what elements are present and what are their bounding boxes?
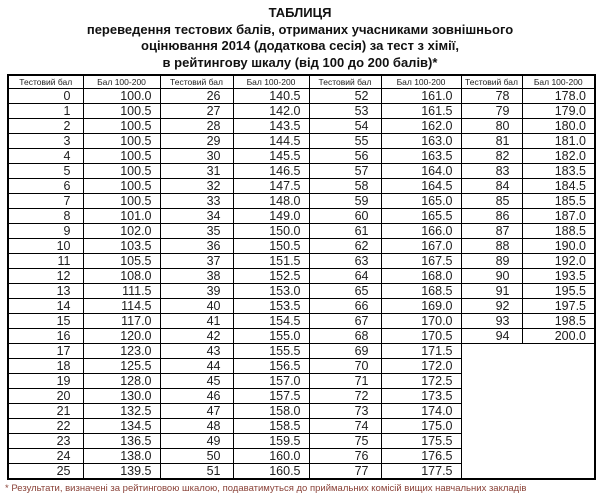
rating-score-cell: 117.0: [83, 314, 160, 329]
rating-score-cell: 165.5: [381, 209, 461, 224]
rating-score-cell: 144.5: [233, 134, 309, 149]
test-score-cell: 55: [309, 134, 381, 149]
rating-score-cell: 167.0: [381, 239, 461, 254]
test-score-cell: 46: [160, 389, 233, 404]
test-score-cell: 53: [309, 104, 381, 119]
test-score-cell: 87: [461, 224, 522, 239]
table-row: [8, 329, 595, 344]
rating-score-cell: 111.5: [83, 284, 160, 299]
col-header-test-score: Тестовий бал: [8, 75, 83, 89]
test-score-cell: 76: [309, 449, 381, 464]
test-score-cell: 94: [461, 329, 522, 344]
rating-score-cell: 147.5: [233, 179, 309, 194]
test-score-cell: 49: [160, 434, 233, 449]
test-score-cell: 2: [8, 119, 83, 134]
title-line-1: ТАБЛИЦЯ: [268, 5, 332, 20]
rating-score-cell: 138.0: [83, 449, 160, 464]
table-row: [8, 89, 595, 104]
test-score-cell: 63: [309, 254, 381, 269]
table-row: [8, 164, 595, 179]
rating-score-cell: 183.5: [522, 164, 595, 179]
test-score-cell: 71: [309, 374, 381, 389]
rating-score-cell: 163.0: [381, 134, 461, 149]
test-score-cell: 8: [8, 209, 83, 224]
rating-score-cell: 177.5: [381, 464, 461, 480]
test-score-cell: 43: [160, 344, 233, 359]
test-score-cell: 89: [461, 254, 522, 269]
test-score-cell: 13: [8, 284, 83, 299]
rating-score-cell: 150.5: [233, 239, 309, 254]
rating-score-cell: 172.5: [381, 374, 461, 389]
table-row: [8, 104, 595, 119]
rating-score-cell: 187.0: [522, 209, 595, 224]
test-score-cell: 59: [309, 194, 381, 209]
rating-score-cell: 185.5: [522, 194, 595, 209]
test-score-cell: 85: [461, 194, 522, 209]
test-score-cell: 26: [160, 89, 233, 104]
test-score-cell: 42: [160, 329, 233, 344]
test-score-cell: 38: [160, 269, 233, 284]
test-score-cell: 51: [160, 464, 233, 480]
test-score-cell: 74: [309, 419, 381, 434]
rating-score-cell: 125.5: [83, 359, 160, 374]
page-title: [0, 0, 600, 71]
rating-score-cell: 170.5: [381, 329, 461, 344]
rating-score-cell: 167.5: [381, 254, 461, 269]
test-score-cell: 31: [160, 164, 233, 179]
test-score-cell: 20: [8, 389, 83, 404]
test-score-cell: 45: [160, 374, 233, 389]
table-row: [8, 119, 595, 134]
table-row: [8, 149, 595, 164]
rating-score-cell: 168.0: [381, 269, 461, 284]
test-score-cell: 64: [309, 269, 381, 284]
rating-score-cell: 140.5: [233, 89, 309, 104]
test-score-cell: 90: [461, 269, 522, 284]
test-score-cell: 58: [309, 179, 381, 194]
test-score-cell: 1: [8, 104, 83, 119]
table-row: [8, 209, 595, 224]
test-score-cell: 7: [8, 194, 83, 209]
rating-score-cell: 198.5: [522, 314, 595, 329]
test-score-cell: 25: [8, 464, 83, 480]
test-score-cell: 10: [8, 239, 83, 254]
rating-score-cell: 114.5: [83, 299, 160, 314]
rating-score-cell: 136.5: [83, 434, 160, 449]
rating-score-cell: 182.0: [522, 149, 595, 164]
test-score-cell: 73: [309, 404, 381, 419]
test-score-cell: 86: [461, 209, 522, 224]
rating-score-cell: 156.5: [233, 359, 309, 374]
rating-score-cell: 176.5: [381, 449, 461, 464]
rating-score-cell: 155.5: [233, 344, 309, 359]
test-score-cell: 65: [309, 284, 381, 299]
test-score-cell: 92: [461, 299, 522, 314]
test-score-cell: 93: [461, 314, 522, 329]
test-score-cell: 16: [8, 329, 83, 344]
rating-score-cell: 100.5: [83, 149, 160, 164]
rating-score-cell: 139.5: [83, 464, 160, 480]
test-score-cell: 18: [8, 359, 83, 374]
rating-score-cell: 161.0: [381, 89, 461, 104]
rating-score-cell: 178.0: [522, 89, 595, 104]
rating-score-cell: 179.0: [522, 104, 595, 119]
rating-score-cell: 160.0: [233, 449, 309, 464]
rating-score-cell: 151.5: [233, 254, 309, 269]
test-score-cell: 72: [309, 389, 381, 404]
test-score-cell: 44: [160, 359, 233, 374]
test-score-cell: 88: [461, 239, 522, 254]
table-row: [8, 344, 595, 359]
rating-score-cell: 164.5: [381, 179, 461, 194]
rating-score-cell: 190.0: [522, 239, 595, 254]
rating-score-cell: 100.5: [83, 134, 160, 149]
rating-score-cell: 184.5: [522, 179, 595, 194]
title-line-2: переведення тестових балів, отриманих учасниками зовнішнього: [86, 21, 514, 37]
table-header: [8, 75, 595, 89]
test-score-cell: 75: [309, 434, 381, 449]
test-score-cell: 22: [8, 419, 83, 434]
test-score-cell: 9: [8, 224, 83, 239]
rating-score-cell: 123.0: [83, 344, 160, 359]
rating-score-cell: 153.0: [233, 284, 309, 299]
test-score-cell: 4: [8, 149, 83, 164]
rating-score-cell: 100.0: [83, 89, 160, 104]
test-score-cell: 24: [8, 449, 83, 464]
rating-score-cell: 145.5: [233, 149, 309, 164]
rating-score-cell: 148.0: [233, 194, 309, 209]
test-score-cell: 48: [160, 419, 233, 434]
rating-score-cell: 168.5: [381, 284, 461, 299]
table-header-row: [8, 75, 595, 89]
test-score-cell: 12: [8, 269, 83, 284]
test-score-cell: 67: [309, 314, 381, 329]
rating-score-cell: 120.0: [83, 329, 160, 344]
rating-score-cell: 181.0: [522, 134, 595, 149]
rating-score-cell: 150.0: [233, 224, 309, 239]
table-row: [8, 314, 595, 329]
rating-score-cell: 128.0: [83, 374, 160, 389]
rating-score-cell: 157.0: [233, 374, 309, 389]
test-score-cell: 62: [309, 239, 381, 254]
rating-score-cell: 157.5: [233, 389, 309, 404]
test-score-cell: 70: [309, 359, 381, 374]
rating-score-cell: 192.0: [522, 254, 595, 269]
test-score-cell: 37: [160, 254, 233, 269]
col-header-rating-score: Бал 100-200: [381, 75, 461, 89]
test-score-cell: 54: [309, 119, 381, 134]
rating-score-cell: 174.0: [381, 404, 461, 419]
rating-score-cell: 170.0: [381, 314, 461, 329]
test-score-cell: 34: [160, 209, 233, 224]
test-score-cell: 29: [160, 134, 233, 149]
table-row: [8, 179, 595, 194]
table-row: [8, 269, 595, 284]
title-line-3: оцінювання 2014 (додаткова сесія) за тест з хімії,: [141, 38, 459, 53]
footnote: * Результати, визначені за рейтинговою шкалою, подаватимуться до приймальних комісій вищих навчальних закладів: [5, 483, 527, 494]
test-score-cell: 28: [160, 119, 233, 134]
rating-score-cell: 197.5: [522, 299, 595, 314]
table-row: [8, 134, 595, 149]
test-score-cell: 35: [160, 224, 233, 239]
test-score-cell: 47: [160, 404, 233, 419]
test-score-cell: 78: [461, 89, 522, 104]
rating-score-cell: 162.0: [381, 119, 461, 134]
rating-score-cell: 163.5: [381, 149, 461, 164]
test-score-cell: 0: [8, 89, 83, 104]
rating-score-cell: 158.0: [233, 404, 309, 419]
test-score-cell: 52: [309, 89, 381, 104]
table-body: [8, 89, 595, 480]
test-score-cell: 36: [160, 239, 233, 254]
test-score-cell: 60: [309, 209, 381, 224]
rating-score-cell: 130.0: [83, 389, 160, 404]
test-score-cell: 68: [309, 329, 381, 344]
test-score-cell: 27: [160, 104, 233, 119]
test-score-cell: 82: [461, 149, 522, 164]
test-score-cell: 19: [8, 374, 83, 389]
rating-score-cell: 143.5: [233, 119, 309, 134]
rating-score-cell: 100.5: [83, 104, 160, 119]
rating-score-cell: 154.5: [233, 314, 309, 329]
rating-score-cell: 100.5: [83, 194, 160, 209]
test-score-cell: 15: [8, 314, 83, 329]
test-score-cell: 41: [160, 314, 233, 329]
rating-score-cell: 165.0: [381, 194, 461, 209]
test-score-cell: 80: [461, 119, 522, 134]
test-score-cell: 30: [160, 149, 233, 164]
rating-score-cell: 100.5: [83, 164, 160, 179]
col-header-rating-score: Бал 100-200: [83, 75, 160, 89]
test-score-cell: 57: [309, 164, 381, 179]
test-score-cell: 39: [160, 284, 233, 299]
col-header-test-score: Тестовий бал: [461, 75, 522, 89]
test-score-cell: 32: [160, 179, 233, 194]
rating-score-cell: 175.0: [381, 419, 461, 434]
rating-score-cell: 169.0: [381, 299, 461, 314]
rating-score-cell: 100.5: [83, 179, 160, 194]
rating-score-cell: 166.0: [381, 224, 461, 239]
test-score-cell: 79: [461, 104, 522, 119]
rating-score-cell: 103.5: [83, 239, 160, 254]
score-conversion-table: [7, 74, 596, 480]
test-score-cell: 23: [8, 434, 83, 449]
rating-score-cell: 149.0: [233, 209, 309, 224]
test-score-cell: 66: [309, 299, 381, 314]
col-header-rating-score: Бал 100-200: [522, 75, 595, 89]
table-row: [8, 254, 595, 269]
test-score-cell: 69: [309, 344, 381, 359]
rating-score-cell: 142.0: [233, 104, 309, 119]
test-score-cell: 56: [309, 149, 381, 164]
table-row: [8, 194, 595, 209]
test-score-cell: 5: [8, 164, 83, 179]
title-line-4: в рейтингову шкалу (від 100 до 200 балів)*: [162, 54, 438, 70]
rating-score-cell: 100.5: [83, 119, 160, 134]
rating-score-cell: 132.5: [83, 404, 160, 419]
col-header-rating-score: Бал 100-200: [233, 75, 309, 89]
rating-score-cell: 160.5: [233, 464, 309, 480]
test-score-cell: 3: [8, 134, 83, 149]
rating-score-cell: 155.0: [233, 329, 309, 344]
rating-score-cell: 171.5: [381, 344, 461, 359]
table-row: [8, 224, 595, 239]
rating-score-cell: 161.5: [381, 104, 461, 119]
rating-score-cell: 188.5: [522, 224, 595, 239]
rating-score-cell: 172.0: [381, 359, 461, 374]
test-score-cell: 91: [461, 284, 522, 299]
test-score-cell: 14: [8, 299, 83, 314]
rating-score-cell: 152.5: [233, 269, 309, 284]
rating-score-cell: 159.5: [233, 434, 309, 449]
test-score-cell: 83: [461, 164, 522, 179]
test-score-cell: 77: [309, 464, 381, 480]
rating-score-cell: 108.0: [83, 269, 160, 284]
test-score-cell: 40: [160, 299, 233, 314]
col-header-test-score: Тестовий бал: [309, 75, 381, 89]
rating-score-cell: 105.5: [83, 254, 160, 269]
table-row: [8, 239, 595, 254]
test-score-cell: 61: [309, 224, 381, 239]
rating-score-cell: 180.0: [522, 119, 595, 134]
rating-score-cell: 200.0: [522, 329, 595, 344]
test-score-cell: 33: [160, 194, 233, 209]
rating-score-cell: 134.5: [83, 419, 160, 434]
test-score-cell: 6: [8, 179, 83, 194]
rating-score-cell: 175.5: [381, 434, 461, 449]
rating-score-cell: 153.5: [233, 299, 309, 314]
rating-score-cell: 101.0: [83, 209, 160, 224]
rating-score-cell: 164.0: [381, 164, 461, 179]
test-score-cell: 11: [8, 254, 83, 269]
rating-score-cell: 158.5: [233, 419, 309, 434]
test-score-cell: 81: [461, 134, 522, 149]
table-row: [8, 299, 595, 314]
test-score-cell: 84: [461, 179, 522, 194]
rating-score-cell: 195.5: [522, 284, 595, 299]
test-score-cell: 50: [160, 449, 233, 464]
test-score-cell: 21: [8, 404, 83, 419]
test-score-cell: 17: [8, 344, 83, 359]
rating-score-cell: 146.5: [233, 164, 309, 179]
rating-score-cell: 193.5: [522, 269, 595, 284]
empty-region: [461, 344, 595, 480]
col-header-test-score: Тестовий бал: [160, 75, 233, 89]
rating-score-cell: 173.5: [381, 389, 461, 404]
table-row: [8, 284, 595, 299]
rating-score-cell: 102.0: [83, 224, 160, 239]
